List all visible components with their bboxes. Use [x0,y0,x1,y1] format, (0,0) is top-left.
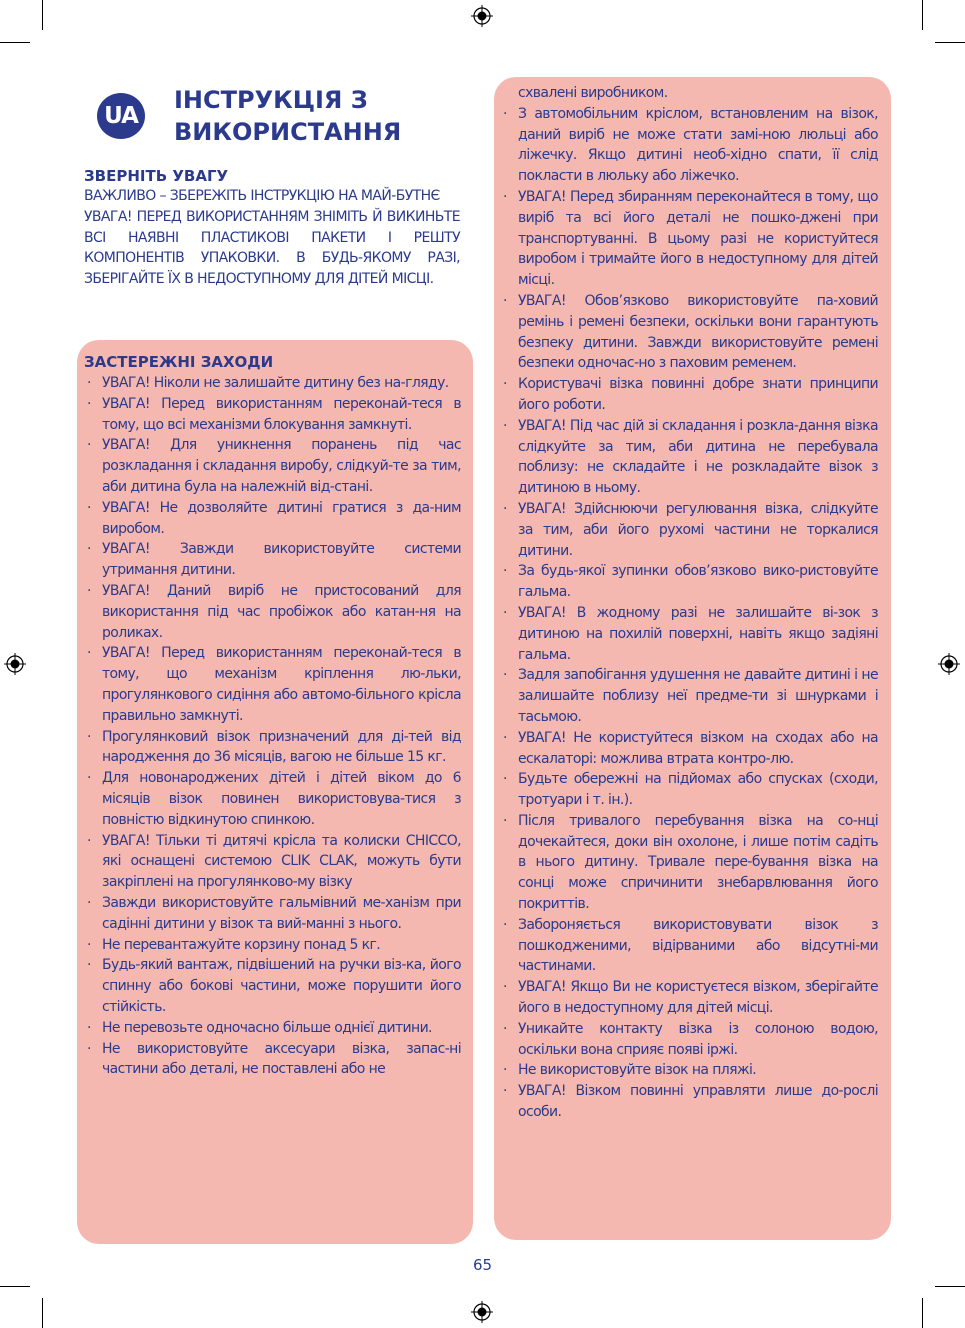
list-item: · УВАГА! Не дозволяйте дитині гратися з да-ним виробом. [84,498,461,540]
list-item-continuation: схвалені виробником. [518,85,668,101]
list-item: · УВАГА! Не користуйтеся візком на сходах або на ескалаторі: можлива втрата контро-лю. [500,728,878,770]
registration-mark-icon [471,1301,493,1323]
notice-paragraph: ВАЖЛИВО – ЗБЕРЕЖІТЬ ІНСТРУКЦІЮ НА МАЙ-БУТНЄ [84,188,440,204]
list-item: · УВАГА! Перед використанням переконай-теся в тому, що механізм кріплення лю-льки, прогулянкового сидіння або автомо-більного крісла правильно замкнуті. [84,643,461,726]
crop-mark [922,1298,923,1328]
list-item: · УВАГА! Даний виріб не пристосований для використання під час пробіжок або катан-ня на роликах. [84,581,461,643]
list-item: · Не перевантажуйте корзину понад 5 кг. [84,935,461,956]
notice-section [84,166,460,290]
crop-mark [922,0,923,30]
list-item: · Не використовуйте візок на пляжі. [500,1060,878,1081]
crop-mark [935,42,965,43]
precautions-list-right [500,83,878,1123]
list-item: · УВАГА! Під час дій зі складання і розкла-дання візка слідкуйте за тим, аби дитина не перебувала поблизу: не складайте і не розкладайте візок з дитиною в ньому. [500,416,878,499]
list-item: · Не використовуйте аксесуари візка, запас-ні частини або деталі, не поставлені або не [84,1039,461,1081]
list-item: · Уникайте контакту візка із солоною водою, оскільки вона сприяє появі іржі. [500,1019,878,1061]
list-item: · З автомобільним кріслом, встановленим на візок, даний виріб не може стати замі-ною люльці або ліжечку. Якщо дитині необ-хідно спати, її слід покласти в люльку або ліжечко. [500,104,878,187]
precautions-box-right [494,77,891,1240]
list-item: · УВАГА! Якщо Ви не користуєтеся візком, зберігайте його в недоступному для дітей місці. [500,977,878,1019]
list-item: · Завжди використовуйте гальмівний ме-ханізм при садінні дитини у візок та вий-манні з нього. [84,893,461,935]
registration-mark-icon [4,653,26,675]
page-title: ІНСТРУКЦІЯ З ВИКОРИСТАННЯ [174,86,402,146]
list-item: · УВАГА! Ніколи не залишайте дитину без на-гляду. [84,373,461,394]
list-item: · Після тривалого перебування візка на со-нці дочекайтеся, доки він охолоне, і лише потім садіть в нього дитину. Тривале пере-бування візка на сонці може спричинити знебарвлювання його покриттів. [500,811,878,915]
list-item: · УВАГА! Обов’язково використовуйте па-ховий ремінь і ремені безпеки, оскільки вони гарантують безпеку дитини. Завжди використовуйте ремені безпеки одночас-но з паховим ременем. [500,291,878,374]
precautions-heading: ЗАСТЕРЕЖНІ ЗАХОДИ [84,353,274,371]
list-item: · Забороняється використовувати візок з пошкодженими, відірваними або відсутні-ми частинами. [500,915,878,977]
list-item: · УВАГА! Перед збиранням переконайтеся в тому, що виріб та всі його деталі не пошко-джені при транспортуванні. В цьому разі не користуйтеся виробом і тримайте його в недоступному для дітей місці. [500,187,878,291]
precautions-box-left [77,340,473,1244]
list-item: · УВАГА! Для уникнення поранень під час розкладання і складання виробу, слідкуй-те за тим, аби дитина була на належній від-стані. [84,435,461,497]
list-item: · Будь-який вантаж, підвішений на ручки віз-ка, його спинну або бокові частини, може порушити його стійкість. [84,955,461,1017]
crop-mark [0,1286,30,1287]
list-item: · Не перевозьте одночасно більше однієї дитини. [84,1018,461,1039]
list-item: · Задля запобігання удушення не давайте дитині і не залишайте поблизу неї предме-ти зі шнурками і тасьмою. [500,665,878,727]
notice-heading: ЗВЕРНІТЬ УВАГУ [84,167,229,185]
list-item: · Прогулянковий візок призначений для ді-тей від народження до 36 місяців, вагою не більше 15 кг. [84,727,461,769]
registration-mark-icon [471,5,493,27]
page-number: 65 [472,1256,493,1274]
crop-mark [935,1286,965,1287]
list-item: · Будьте обережні на підйомах або спусках (сходи, тротуари і т. ін.). [500,769,878,811]
crop-mark [42,0,43,30]
list-item: · Для новонароджених дітей і дітей віком до 6 місяців візок повинен використовува-тися з повністю відкинутою спинкою. [84,768,461,830]
language-badge: UA [97,93,145,139]
list-item: · УВАГА! В жодному разі не залишайте ві-зок з дитиною на похилій поверхні, навіть якщо задіяні гальма. [500,603,878,665]
list-item: · УВАГА! Перед використанням переконай-теся в тому, що всі механізми блокування замкнуті. [84,394,461,436]
registration-mark-icon [938,653,960,675]
list-item: · Користувачі візка повинні добре знати принципи його роботи. [500,374,878,416]
notice-paragraph: УВАГА! ПЕРЕД ВИКОРИСТАННЯМ ЗНІМІТЬ Й ВИКИНЬТЕ ВСІ НАЯВНІ ПЛАСТИКОВІ ПАКЕТИ І РЕШТУ КОМПОНЕНТІВ УПАКОВКИ. В БУДЬ-ЯКОМУ РАЗІ, ЗБЕРІГАЙТЕ ЇХ В НЕДОСТУПНОМУ ДЛЯ ДІТЕЙ МІСЦІ. [84,208,460,288]
list-item: · УВАГА! Тільки ті дитячі крісла та колиски CHICCO, які оснащені системою CLIK CLAK, можуть бути закріплені на прогулянково-му візку [84,831,461,893]
list-item: · УВАГА! Завжди використовуйте системи утримання дитини. [84,539,461,581]
list-item: · УВАГА! Візком повинні управляти лише до-рослі особи. [500,1081,878,1123]
crop-mark [42,1298,43,1328]
list-item: · УВАГА! Здійснюючи регулювання візка, слідкуйте за тим, аби його рухомі частини не торкалися дитини. [500,499,878,561]
crop-mark [0,42,30,43]
precautions-list-left [84,373,461,1080]
list-item: · За будь-якої зупинки обов’язково вико-ристовуйте гальма. [500,561,878,603]
